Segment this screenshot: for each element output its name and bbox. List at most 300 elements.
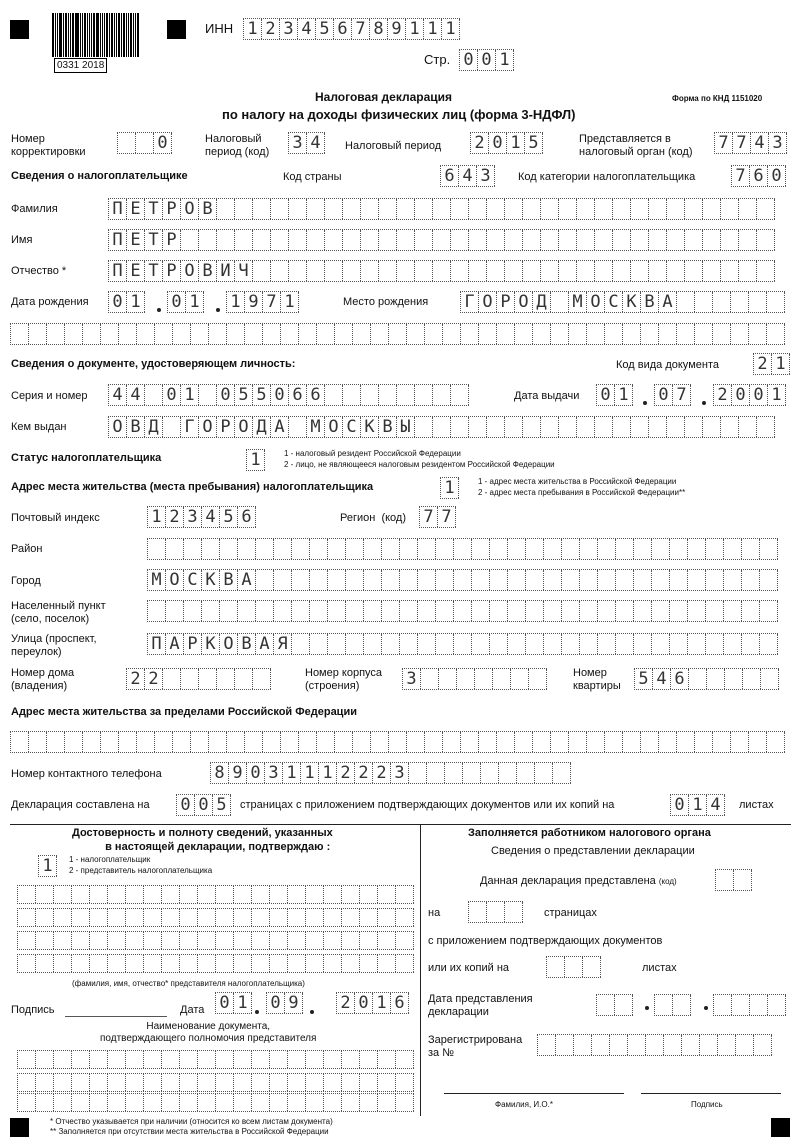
barcode-bar	[72, 13, 74, 57]
birthdate-month-field[interactable]	[167, 291, 204, 313]
char-cell	[181, 230, 199, 250]
char-cell	[659, 324, 677, 344]
char-cell	[623, 324, 641, 344]
char-cell	[173, 732, 191, 752]
char-cell	[378, 1051, 396, 1068]
char-cell	[559, 417, 577, 437]
char-cell	[595, 199, 613, 219]
surname-field[interactable]	[108, 198, 775, 220]
representative-name-line2[interactable]	[17, 908, 414, 927]
city-field[interactable]	[147, 569, 778, 591]
char-cell	[490, 634, 508, 654]
char-cell: 0	[732, 385, 750, 405]
char-cell	[289, 230, 307, 250]
char-cell	[54, 1094, 72, 1111]
char-cell	[427, 763, 445, 783]
barcode-bar	[104, 13, 105, 57]
char-cell	[742, 601, 760, 621]
char-cell	[108, 886, 126, 903]
birthplace-label: Место рождения	[343, 296, 429, 308]
confirm-option-2: 2 - представитель налогоплательщика	[69, 866, 213, 875]
char-cell	[234, 955, 252, 972]
form-title: Налоговая декларация	[315, 90, 453, 104]
column-divider	[420, 824, 421, 1116]
char-cell	[144, 909, 162, 926]
char-cell	[425, 732, 443, 752]
char-cell	[544, 601, 562, 621]
office-year-field[interactable]	[713, 994, 786, 1016]
char-cell	[760, 570, 778, 590]
char-cell	[743, 669, 761, 689]
char-cell	[90, 932, 108, 949]
char-cell	[191, 324, 209, 344]
char-cell	[72, 1094, 90, 1111]
char-cell	[508, 601, 526, 621]
char-cell	[289, 417, 307, 437]
period-code-field[interactable]	[288, 132, 325, 154]
char-cell	[673, 995, 691, 1015]
char-cell: 2	[471, 133, 489, 153]
char-cell: А	[256, 634, 274, 654]
authority-doc-line1[interactable]	[17, 1050, 414, 1069]
char-cell	[360, 886, 378, 903]
corner-marker-bl	[10, 1118, 29, 1137]
office-month-field[interactable]	[654, 994, 691, 1016]
barcode-bar	[118, 13, 121, 57]
char-cell	[343, 199, 361, 219]
char-cell: К	[202, 570, 220, 590]
document-kind-field[interactable]	[753, 353, 790, 375]
region-field[interactable]	[419, 506, 456, 528]
signature-line[interactable]	[65, 1016, 167, 1017]
char-cell	[605, 732, 623, 752]
char-cell: Р	[497, 292, 515, 312]
char-cell	[371, 732, 389, 752]
char-cell	[695, 324, 713, 344]
char-cell: 4	[202, 507, 220, 527]
district-field[interactable]	[147, 538, 778, 560]
sign-month-field[interactable]	[266, 992, 303, 1014]
issue-day-field[interactable]	[596, 384, 633, 406]
char-cell	[263, 732, 281, 752]
char-cell	[234, 932, 252, 949]
char-cell	[180, 1094, 198, 1111]
char-cell	[731, 732, 749, 752]
char-cell: О	[220, 634, 238, 654]
document-kind-label: Код вида документа	[616, 359, 719, 371]
birthplace-field-line2[interactable]	[10, 323, 785, 345]
char-cell: А	[166, 634, 184, 654]
name-label: Имя	[11, 234, 33, 246]
street-field[interactable]	[147, 633, 778, 655]
postal-code-field[interactable]	[147, 506, 256, 528]
char-cell: 0	[109, 292, 127, 312]
char-cell	[436, 601, 454, 621]
char-cell	[407, 732, 425, 752]
street-label: Улица (проспект, переулок)	[11, 633, 97, 658]
patronymic-field[interactable]	[108, 260, 775, 282]
char-cell: О	[199, 417, 217, 437]
char-cell	[526, 634, 544, 654]
char-cell	[713, 292, 731, 312]
page-field[interactable]	[459, 49, 514, 71]
char-cell: Р	[184, 634, 202, 654]
char-cell	[742, 539, 760, 559]
char-cell	[724, 570, 742, 590]
char-cell: К	[361, 417, 379, 437]
authority-doc-line2[interactable]	[17, 1073, 414, 1092]
sign-year-field[interactable]	[336, 992, 409, 1014]
char-cell	[688, 539, 706, 559]
char-cell	[499, 763, 517, 783]
apartment-field[interactable]	[634, 668, 779, 690]
char-cell: 0	[168, 292, 186, 312]
form-subtitle: по налогу на доходы физических лиц (форма 3-НДФЛ)	[222, 107, 576, 122]
char-cell	[379, 199, 397, 219]
char-cell: 4	[751, 133, 769, 153]
char-cell	[378, 886, 396, 903]
house-field[interactable]	[126, 668, 271, 690]
office-fio-line[interactable]	[444, 1093, 624, 1094]
char-cell: 0	[478, 50, 496, 70]
phone-field[interactable]	[210, 762, 571, 784]
char-cell: В	[220, 570, 238, 590]
char-cell	[613, 199, 631, 219]
char-cell: К	[202, 634, 220, 654]
char-cell	[397, 261, 415, 281]
char-cell	[126, 1051, 144, 1068]
pages-count-field[interactable]	[176, 794, 231, 816]
office-day-field[interactable]	[596, 994, 633, 1016]
barcode-bar	[114, 13, 115, 57]
char-cell	[700, 1035, 718, 1055]
char-cell: М	[569, 292, 587, 312]
char-cell	[436, 539, 454, 559]
char-cell	[613, 230, 631, 250]
submitted-label: Данная декларация представлена (код)	[480, 875, 677, 887]
char-cell	[379, 385, 397, 405]
char-cell	[281, 324, 299, 344]
issue-year-field[interactable]	[713, 384, 786, 406]
char-cell	[695, 732, 713, 752]
char-cell: Д	[145, 417, 163, 437]
char-cell	[256, 570, 274, 590]
char-cell	[535, 763, 553, 783]
char-cell: 5	[253, 385, 271, 405]
char-cell	[577, 230, 595, 250]
char-cell	[396, 932, 414, 949]
char-cell	[173, 324, 191, 344]
address-section-title: Адрес места жительства (места пребывания) налогоплательщика	[11, 481, 374, 493]
barcode-bar	[96, 13, 99, 57]
char-cell: П	[109, 199, 127, 219]
char-cell: 1	[615, 385, 633, 405]
char-cell: 5	[316, 19, 334, 39]
char-cell	[750, 995, 768, 1015]
inn-field[interactable]	[243, 18, 460, 40]
barcode-bar	[82, 13, 83, 57]
char-cell: 9	[245, 292, 263, 312]
char-cell	[353, 324, 371, 344]
char-cell	[270, 932, 288, 949]
corner-marker-tr	[167, 20, 186, 39]
char-cell	[288, 955, 306, 972]
birthdate-year-field[interactable]	[226, 291, 299, 313]
char-cell	[487, 417, 505, 437]
char-cell	[523, 230, 541, 250]
char-cell	[325, 261, 343, 281]
authority-doc-line3[interactable]	[17, 1093, 414, 1112]
char-cell	[529, 669, 547, 689]
birthplace-field[interactable]	[460, 291, 785, 313]
char-cell: 1	[373, 993, 391, 1013]
char-cell	[361, 199, 379, 219]
char-cell	[198, 932, 216, 949]
status-option-1: 1 - налоговый резидент Российской Федерации	[284, 449, 461, 458]
attachments-count-field[interactable]	[670, 794, 725, 816]
char-cell	[289, 199, 307, 219]
correction-field[interactable]	[117, 132, 172, 154]
submitted-code-field[interactable]	[715, 869, 752, 891]
on-label: на	[428, 907, 441, 919]
char-cell	[587, 732, 605, 752]
tax-authority-field[interactable]	[714, 132, 787, 154]
char-cell	[731, 292, 749, 312]
char-cell: 2	[355, 763, 373, 783]
representative-name-line1[interactable]	[17, 885, 414, 904]
char-cell	[445, 763, 463, 783]
office-date-label: Дата представления декларации	[428, 993, 533, 1018]
char-cell	[760, 634, 778, 654]
char-cell	[238, 601, 256, 621]
char-cell: П	[148, 634, 166, 654]
char-cell	[137, 324, 155, 344]
char-cell	[475, 669, 493, 689]
char-cell	[245, 732, 263, 752]
char-cell	[739, 230, 757, 250]
barcode-bar	[128, 13, 129, 57]
char-cell: 6	[441, 166, 459, 186]
char-cell: П	[109, 261, 127, 281]
char-cell	[360, 1094, 378, 1111]
char-cell	[551, 292, 569, 312]
char-cell	[216, 886, 234, 903]
office-sheets-field[interactable]	[546, 956, 601, 978]
representative-name-line4[interactable]	[17, 954, 414, 973]
char-cell	[652, 601, 670, 621]
char-cell	[418, 601, 436, 621]
char-cell	[739, 199, 757, 219]
char-cell	[378, 1074, 396, 1091]
char-cell	[505, 902, 523, 922]
status-field[interactable]	[246, 449, 265, 471]
char-cell	[108, 1094, 126, 1111]
char-cell	[508, 539, 526, 559]
char-cell	[472, 601, 490, 621]
char-cell	[180, 932, 198, 949]
char-cell	[289, 261, 307, 281]
char-cell	[725, 669, 743, 689]
char-cell: 3	[769, 133, 787, 153]
char-cell	[342, 1094, 360, 1111]
char-cell	[180, 886, 198, 903]
char-cell	[389, 732, 407, 752]
char-cell	[328, 634, 346, 654]
char-cell	[616, 570, 634, 590]
district-label: Район	[11, 543, 43, 555]
issuer-label: Кем выдан	[11, 421, 67, 433]
char-cell: 1	[768, 385, 786, 405]
confirm-option-1: 1 - налогоплательщик	[69, 855, 151, 864]
issue-month-field[interactable]	[654, 384, 691, 406]
char-cell: 1	[127, 292, 145, 312]
char-cell	[343, 230, 361, 250]
char-cell: 1	[689, 795, 707, 815]
char-cell	[641, 324, 659, 344]
char-cell	[292, 634, 310, 654]
char-cell: Р	[163, 261, 181, 281]
char-cell	[454, 634, 472, 654]
office-pages-field[interactable]	[468, 901, 523, 923]
char-cell	[382, 601, 400, 621]
char-cell	[718, 1035, 736, 1055]
foreign-address-field[interactable]	[10, 731, 785, 753]
char-cell	[559, 230, 577, 250]
char-cell	[739, 261, 757, 281]
char-cell	[163, 669, 181, 689]
char-cell: А	[659, 292, 677, 312]
char-cell	[216, 1051, 234, 1068]
char-cell	[72, 932, 90, 949]
char-cell	[407, 324, 425, 344]
char-cell: 5	[635, 669, 653, 689]
char-cell: 2	[337, 763, 355, 783]
char-cell	[649, 417, 667, 437]
barcode-image	[52, 13, 140, 57]
barcode-bar	[102, 13, 103, 57]
char-cell	[433, 385, 451, 405]
office-sign-line[interactable]	[641, 1093, 781, 1094]
char-cell	[598, 570, 616, 590]
char-cell	[145, 385, 163, 405]
building-field[interactable]	[402, 668, 547, 690]
char-cell: О	[181, 199, 199, 219]
char-cell	[703, 199, 721, 219]
char-cell	[198, 909, 216, 926]
char-cell	[677, 324, 695, 344]
char-cell	[198, 886, 216, 903]
char-cell	[252, 886, 270, 903]
char-cell	[292, 539, 310, 559]
char-cell	[664, 1035, 682, 1055]
category-code-field[interactable]	[731, 165, 786, 187]
char-cell: 0	[217, 385, 235, 405]
char-cell	[734, 870, 752, 890]
char-cell	[616, 601, 634, 621]
char-cell	[400, 601, 418, 621]
char-cell	[274, 601, 292, 621]
char-cell	[148, 539, 166, 559]
char-cell	[325, 230, 343, 250]
series-number-field[interactable]	[108, 384, 469, 406]
address-type-field[interactable]	[440, 477, 459, 499]
country-code-label: Код страны	[283, 171, 342, 183]
char-cell: О	[235, 417, 253, 437]
char-cell	[598, 539, 616, 559]
char-cell	[306, 886, 324, 903]
char-cell	[144, 886, 162, 903]
char-cell	[544, 570, 562, 590]
char-cell	[523, 417, 541, 437]
char-cell	[202, 601, 220, 621]
char-cell	[724, 539, 742, 559]
office-date-separator	[645, 1006, 649, 1010]
char-cell	[36, 909, 54, 926]
char-cell	[292, 601, 310, 621]
char-cell	[433, 199, 451, 219]
sign-date-label: Дата	[180, 1004, 205, 1016]
char-cell	[490, 601, 508, 621]
char-cell	[101, 324, 119, 344]
birthdate-day-field[interactable]	[108, 291, 145, 313]
name-field[interactable]	[108, 229, 775, 251]
confirm-type-field[interactable]	[38, 855, 57, 877]
char-cell	[72, 1051, 90, 1068]
char-cell	[335, 732, 353, 752]
representative-name-line3[interactable]	[17, 931, 414, 950]
barcode-bar	[57, 13, 58, 57]
char-cell	[497, 732, 515, 752]
char-cell	[288, 1051, 306, 1068]
char-cell	[119, 732, 137, 752]
char-cell	[378, 909, 396, 926]
char-cell	[461, 732, 479, 752]
address-type-option-2: 2 - адрес места пребывания в Российской Федерации**	[478, 488, 686, 497]
char-cell	[451, 261, 469, 281]
char-cell	[418, 570, 436, 590]
locality-field[interactable]	[147, 600, 778, 622]
tax-authority-label: Представляется в налоговый орган (код)	[579, 133, 693, 158]
office-subtitle: Сведения о представлении декларации	[491, 845, 695, 857]
char-cell	[634, 570, 652, 590]
country-code-field[interactable]	[440, 165, 495, 187]
barcode-bar	[109, 13, 110, 57]
sign-day-field[interactable]	[215, 992, 252, 1014]
char-cell: 1	[227, 292, 245, 312]
char-cell	[288, 909, 306, 926]
office-pages-label: страницах	[544, 907, 597, 919]
char-cell	[198, 1051, 216, 1068]
char-cell	[271, 261, 289, 281]
char-cell	[126, 1074, 144, 1091]
char-cell	[533, 324, 551, 344]
char-cell: 0	[460, 50, 478, 70]
char-cell	[162, 955, 180, 972]
char-cell	[148, 601, 166, 621]
registration-number-field[interactable]	[537, 1034, 772, 1056]
char-cell	[641, 732, 659, 752]
char-cell	[29, 732, 47, 752]
char-cell	[36, 1074, 54, 1091]
char-cell	[137, 732, 155, 752]
char-cell	[274, 570, 292, 590]
char-cell	[505, 230, 523, 250]
char-cell	[490, 570, 508, 590]
issuer-field[interactable]	[108, 416, 775, 438]
char-cell	[487, 261, 505, 281]
tax-year-field[interactable]	[470, 132, 543, 154]
char-cell: О	[479, 292, 497, 312]
